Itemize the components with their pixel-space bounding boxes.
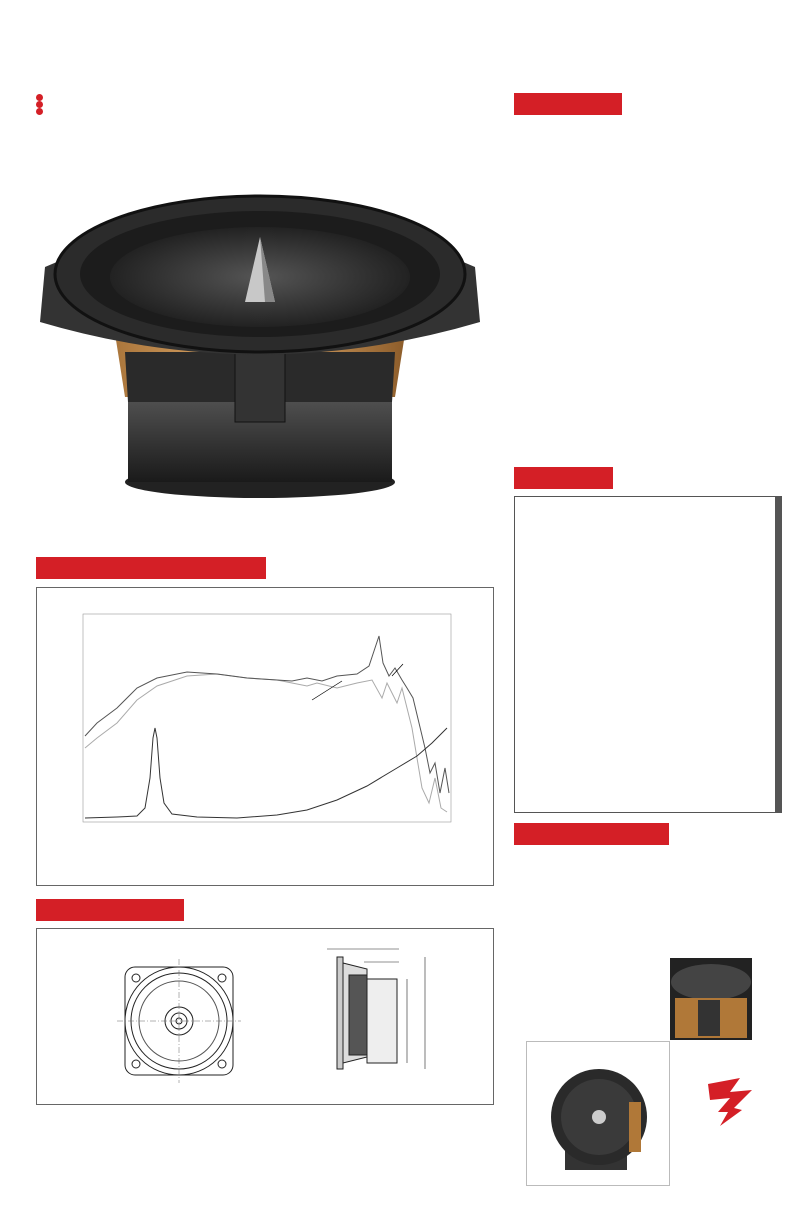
section-suggested <box>514 823 669 845</box>
bullet-icon <box>36 101 43 108</box>
feature-item <box>36 101 49 108</box>
section-freq-response <box>36 557 266 579</box>
speaker-photo <box>40 182 480 500</box>
feature-item <box>36 108 49 115</box>
section-specifications <box>514 93 622 115</box>
feature-item <box>36 94 49 101</box>
response-30deg-line <box>85 674 447 812</box>
freq-graph <box>37 588 493 885</box>
speaker-photo-small <box>526 1041 670 1186</box>
feature-list <box>36 94 49 115</box>
bullet-icon <box>36 108 43 115</box>
mechanical-drawing-panel <box>36 928 494 1105</box>
freq-graph-panel <box>36 587 494 886</box>
bullet-icon <box>36 94 43 101</box>
section-mechanical <box>36 899 184 921</box>
section-parameters <box>514 467 613 489</box>
mechanical-drawing <box>37 929 493 1104</box>
cone-closeup-photo <box>670 958 752 1040</box>
focal-logo-icon <box>700 1074 758 1128</box>
parameters-panel <box>514 496 782 813</box>
impedance-line <box>85 728 447 818</box>
